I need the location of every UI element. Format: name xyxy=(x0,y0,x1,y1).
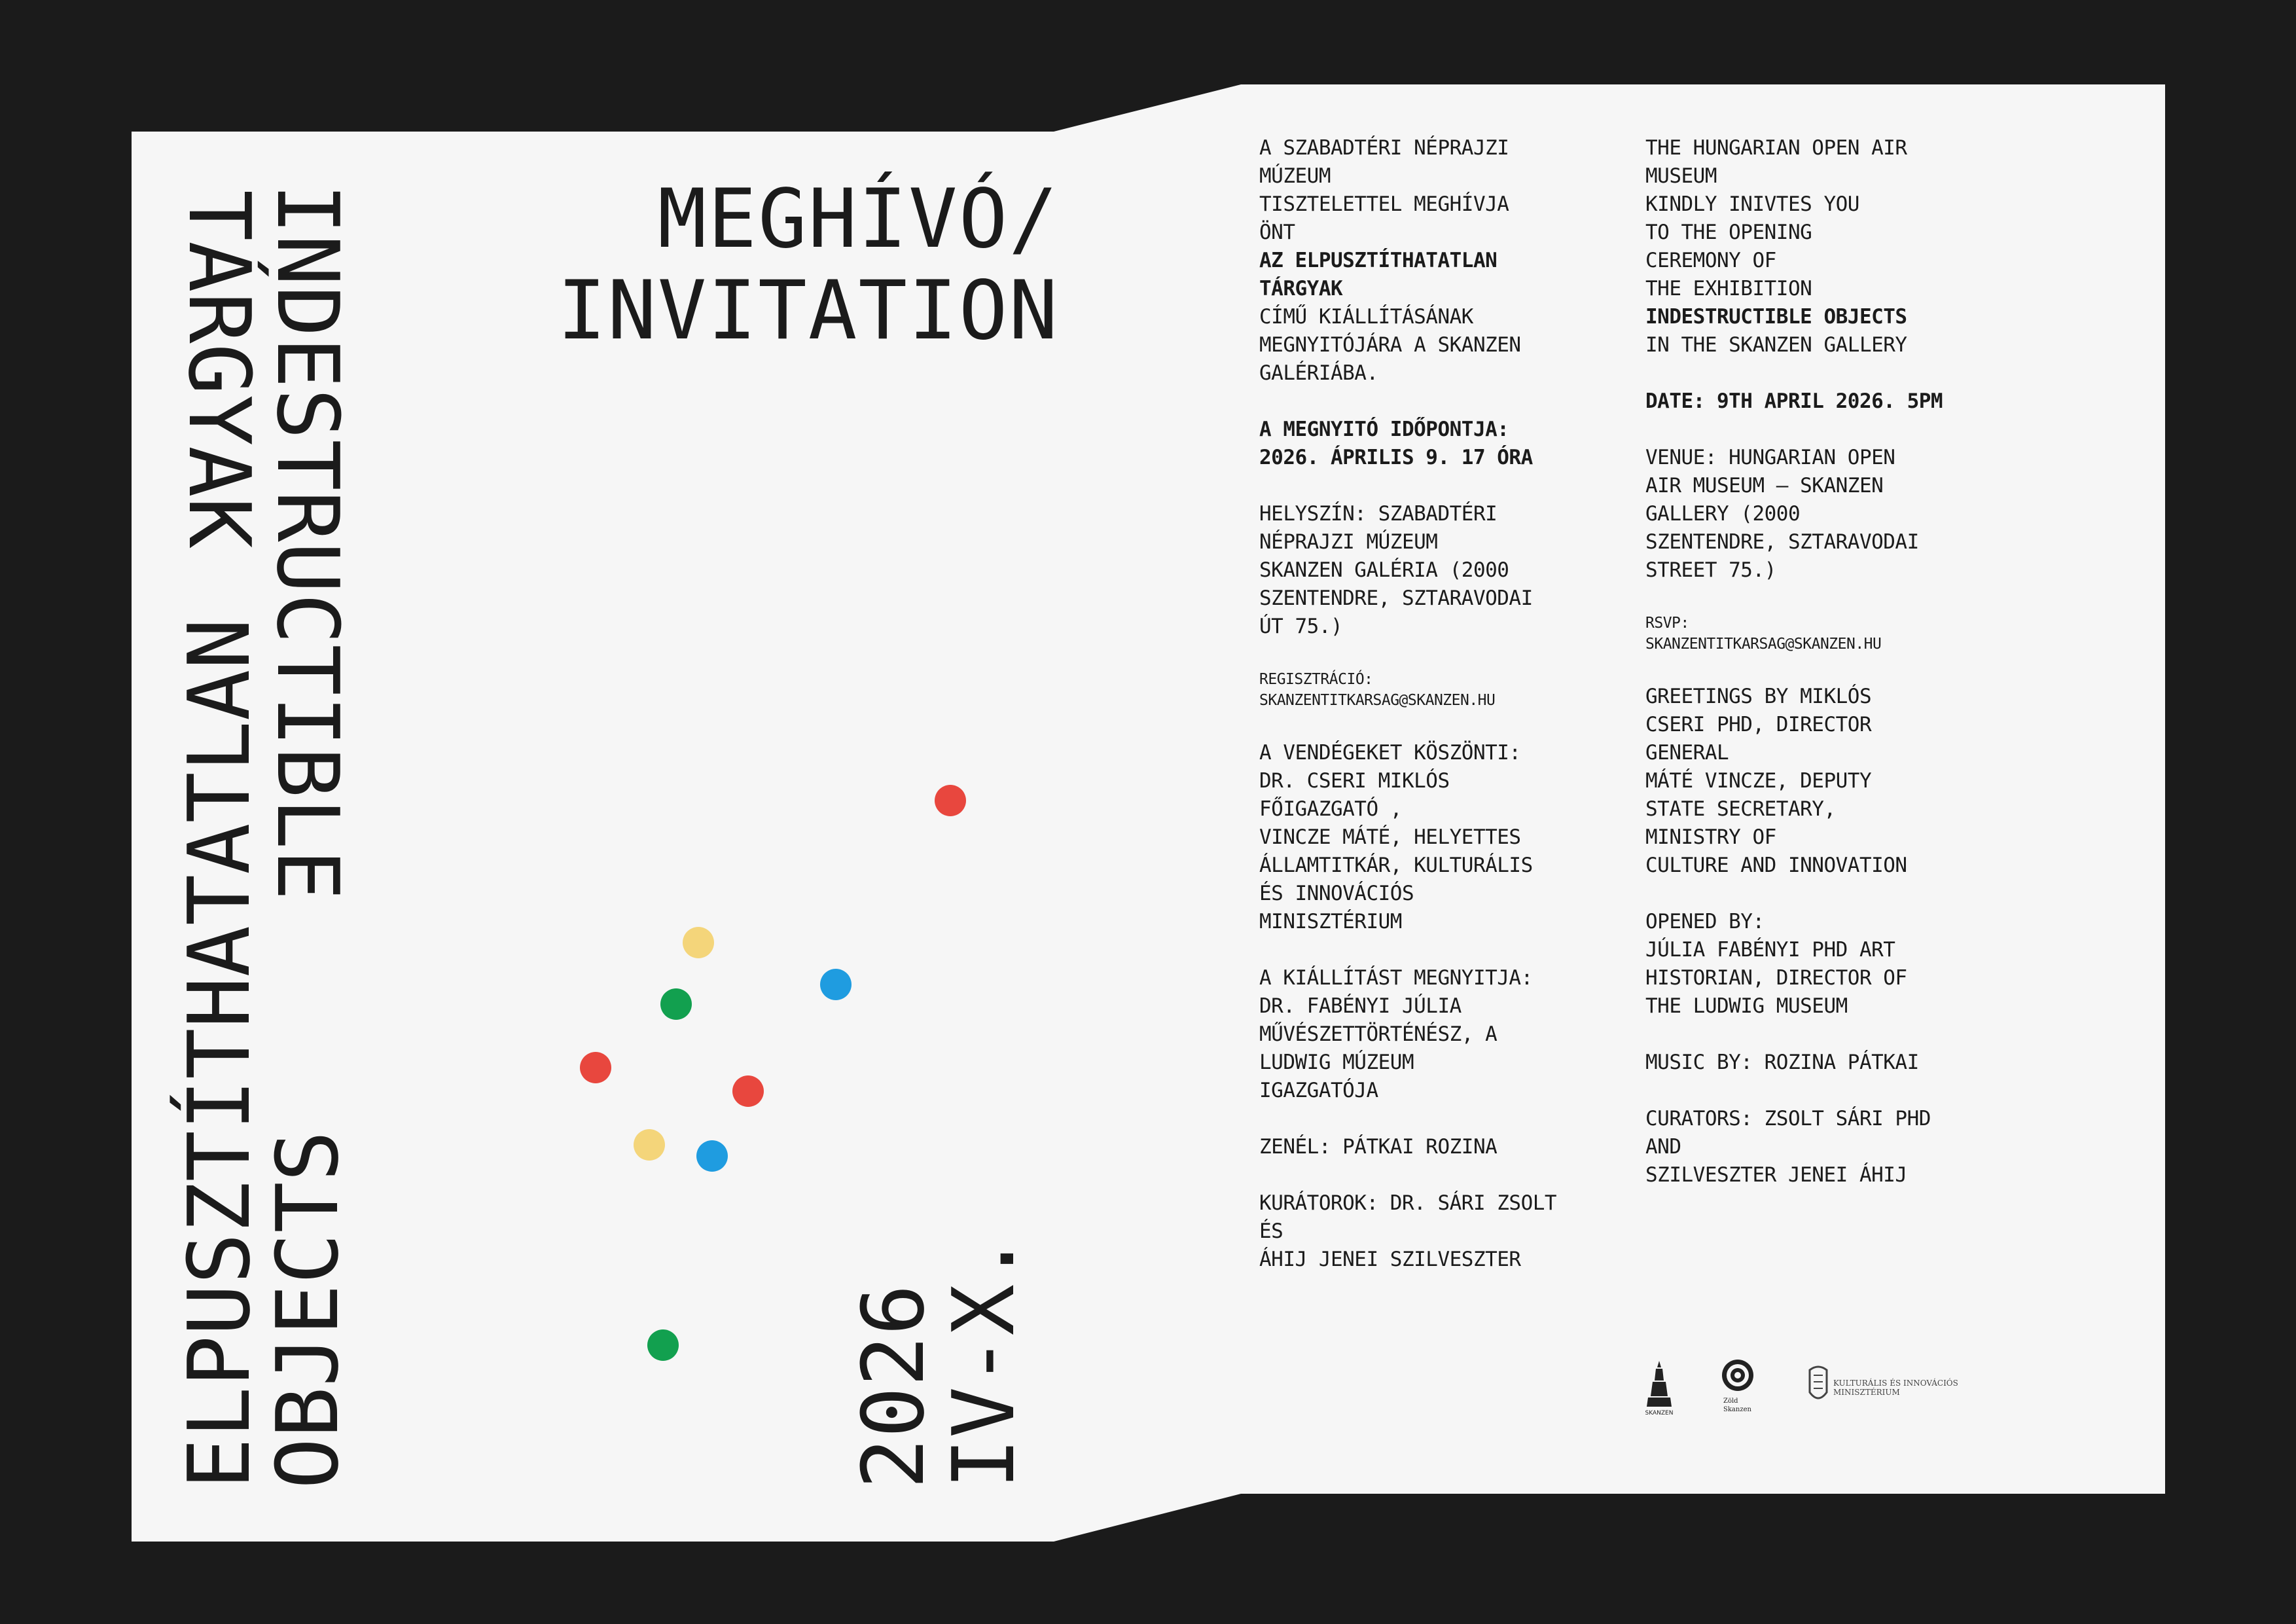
en-exhibition-title: INDESTRUCTIBLE OBJECTS xyxy=(1645,305,1907,329)
title-objects: OBJECTS xyxy=(258,1130,357,1489)
svg-text:Skanzen: Skanzen xyxy=(1723,1406,1751,1413)
en-intro-1: THE HUNGARIAN OPEN AIR MUSEUM KINDLY INIVTES YOU TO THE OPENING CEREMONY OF THE EXHIBITION xyxy=(1645,136,1907,300)
heading-hungarian: MEGHÍVÓ/ xyxy=(657,172,1059,266)
sponsor-logos xyxy=(1643,1358,1970,1417)
invitation-heading xyxy=(557,173,1059,357)
title-objects-vertical xyxy=(258,1130,357,1489)
hu-registration: REGISZTRÁCIÓ: SKANZENTITKARSAG@SKANZEN.HU xyxy=(1259,671,1496,709)
en-date: DATE: 9TH APRIL 2026. 5PM xyxy=(1645,389,1943,413)
hungarian-column xyxy=(1259,134,1600,1302)
en-intro-2: IN THE SKANZEN GALLERY xyxy=(1645,333,1907,357)
title-hungarian-2: TÁRGYAK xyxy=(170,190,269,549)
date-months: IV-X. xyxy=(934,1233,1033,1489)
dot-red xyxy=(580,1052,611,1083)
hu-curators: KURÁTOROK: DR. SÁRI ZSOLT ÉS ÁHIJ JENEI SZILVESZTER xyxy=(1259,1191,1557,1271)
title-elpusztithatatlan-vertical xyxy=(170,618,269,1489)
hu-venue: HELYSZÍN: SZABADTÉRI NÉPRAJZI MÚZEUM SKANZEN GALÉRIA (2000 SZENTENDRE, SZTARAVODAI ÚT 75.) xyxy=(1259,502,1533,638)
dot-blue xyxy=(820,969,852,1000)
en-opened-by: OPENED BY: JÚLIA FABÉNYI PHD ART HISTORIAN, DIRECTOR OF THE LUDWIG MUSEUM xyxy=(1645,910,1907,1018)
dot-green xyxy=(660,988,692,1020)
skanzen-logo-text: SKANZEN xyxy=(1645,1410,1674,1416)
dot-blue xyxy=(696,1140,728,1172)
en-greetings: GREETINGS BY MIKLÓS CSERI PHD, DIRECTOR GENERAL MÁTÉ VINCZE, DEPUTY STATE SECRETARY, MINISTRY OF CULTURE AND INNOVATION xyxy=(1645,685,1907,877)
dot-red xyxy=(732,1075,764,1107)
hu-greetings: A VENDÉGEKET KÖSZÖNTI: DR. CSERI MIKLÓS FŐIGAZGATÓ , VINCZE MÁTÉ, HELYETTES ÁLLAMTITKÁR, KULTURÁLIS ÉS INNOVÁCIÓS MINISZTÉRIUM xyxy=(1259,741,1533,933)
en-venue: VENUE: HUNGARIAN OPEN AIR MUSEUM – SKANZEN GALLERY (2000 SZENTENDRE, SZTARAVODAI STREET 75.) xyxy=(1645,446,1919,582)
date-year: 2026 xyxy=(844,1284,943,1489)
title-hungarian-vertical xyxy=(170,190,269,549)
dot-yellow xyxy=(634,1129,665,1161)
en-curators: CURATORS: ZSOLT SÁRI PHD AND SZILVESZTER JENEI ÁHIJ xyxy=(1645,1107,1931,1187)
skanzen-logo xyxy=(1643,1358,1676,1420)
date-months-vertical xyxy=(934,1233,1033,1489)
svg-text:Zöld: Zöld xyxy=(1723,1398,1738,1405)
hu-intro-1: A SZABADTÉRI NÉPRAJZI MÚZEUM TISZTELETTEL MEGHÍVJA ÖNT xyxy=(1259,136,1509,244)
en-rsvp: RSVP: SKANZENTITKARSAG@SKANZEN.HU xyxy=(1645,615,1882,653)
date-year-vertical xyxy=(844,1284,943,1489)
hu-music: ZENÉL: PÁTKAI ROZINA xyxy=(1259,1135,1498,1159)
dot-red xyxy=(935,785,966,816)
heading-english: INVITATION xyxy=(557,264,1059,358)
dot-green xyxy=(647,1329,679,1361)
english-column xyxy=(1645,134,1986,1218)
ministry-logo xyxy=(1803,1358,1967,1420)
title-english-vertical xyxy=(258,183,357,901)
en-music: MUSIC BY: ROZINA PÁTKAI xyxy=(1645,1051,1919,1074)
svg-text:KULTURÁLIS ÉS INNOVÁCIÓS: KULTURÁLIS ÉS INNOVÁCIÓS xyxy=(1833,1379,1958,1388)
svg-text:MINISZTÉRIUM: MINISZTÉRIUM xyxy=(1833,1388,1900,1397)
dot-yellow xyxy=(683,927,714,958)
hu-date: A MEGNYITÓ IDŐPONTJA: 2026. ÁPRILIS 9. 17 ÓRA xyxy=(1259,418,1533,469)
title-english: INDESTRUCTIBLE xyxy=(258,183,357,901)
hu-opened-by: A KIÁLLÍTÁST MEGNYITJA: DR. FABÉNYI JÚLIA MŰVÉSZETTÖRTÉNÉSZ, A LUDWIG MÚZEUM IGAZGATÓJA xyxy=(1259,966,1533,1102)
title-elpusztithatatlan: ELPUSZTÍTHATATLAN xyxy=(170,618,269,1489)
hu-intro-2: CÍMŰ KIÁLLÍTÁSÁNAK MEGNYITÓJÁRA A SKANZEN GALÉRIÁBA. xyxy=(1259,305,1521,385)
zold-skanzen-logo xyxy=(1718,1358,1764,1420)
hu-exhibition-title: AZ ELPUSZTÍTHATATLAN TÁRGYAK xyxy=(1259,249,1498,300)
